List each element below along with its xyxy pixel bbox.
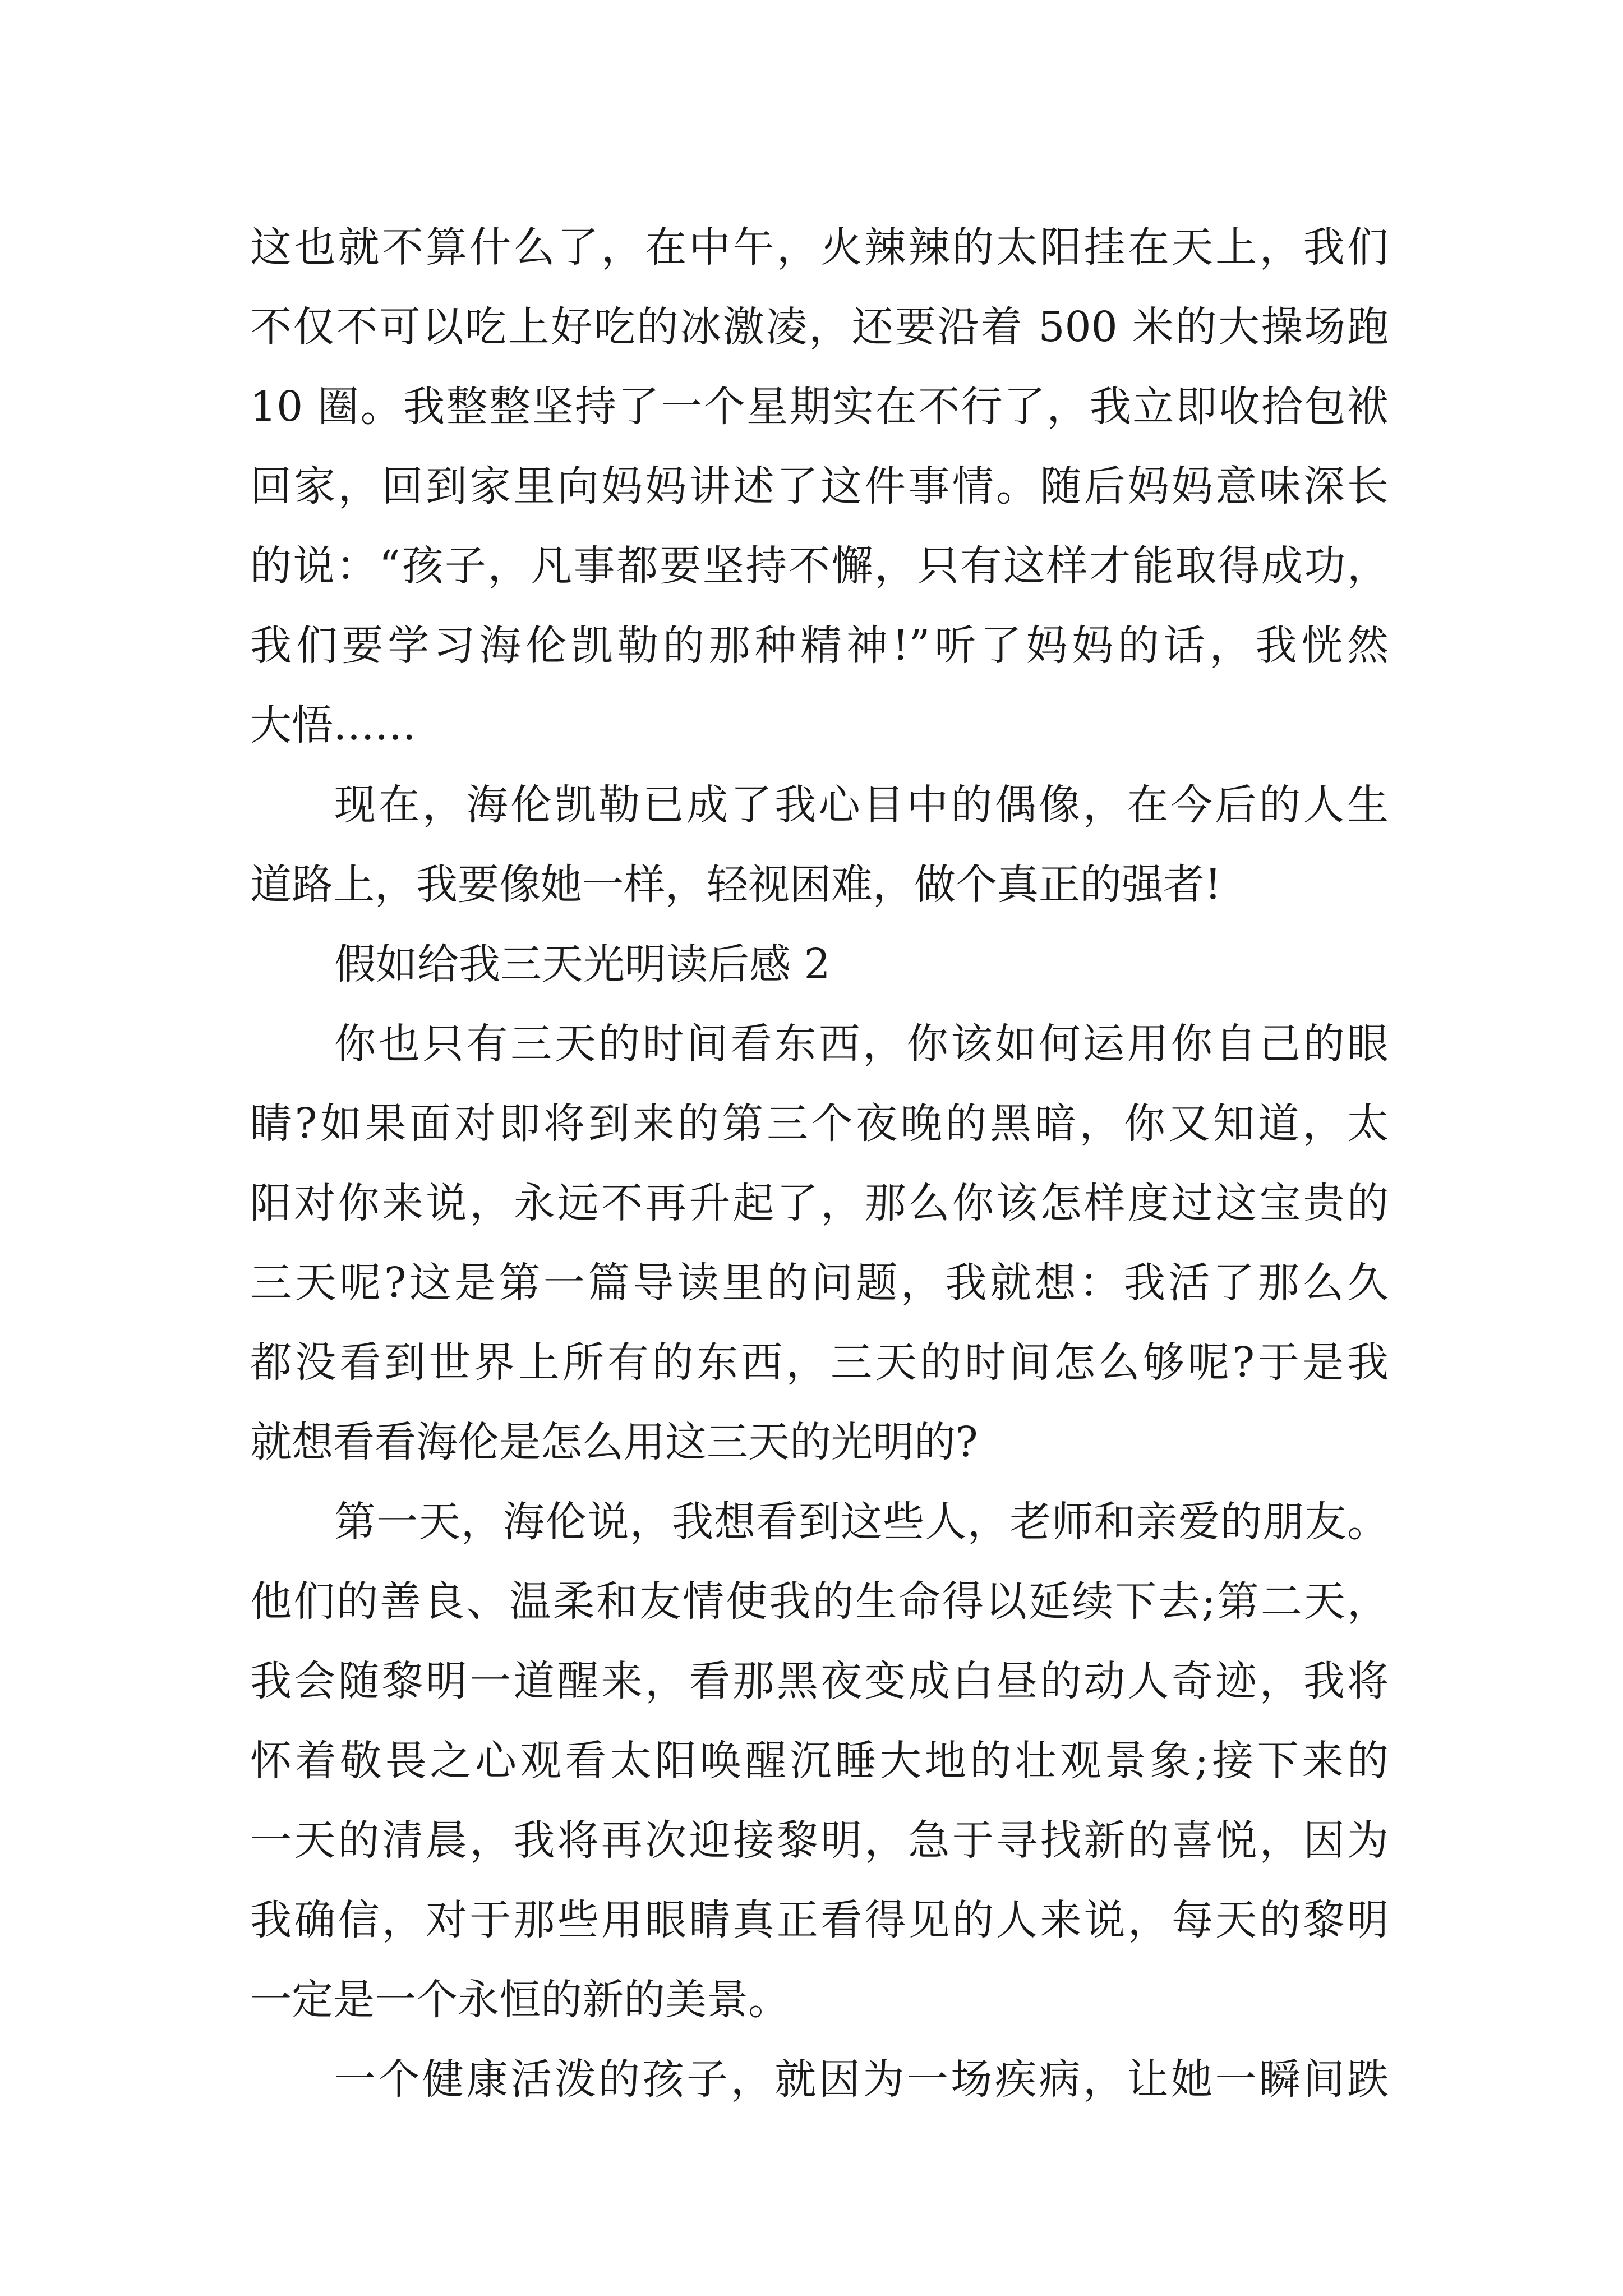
text-line: 阳对你来说，永远不再升起了，那么你该怎样度过这宝贵的 [250,1179,1389,1227]
paragraph-first-line: 现在，海伦凯勒已成了我心目中的偶像，在今后的人生 [334,781,1389,829]
text-line: 睛?如果面对即将到来的第三个夜晚的黑暗，你又知道，太 [250,1099,1389,1148]
text-line: 这也就不算什么了，在中午，火辣辣的太阳挂在天上，我们 [250,223,1389,272]
text-line: 我们要学习海伦凯勒的那种精神!”听了妈妈的话，我恍然 [250,622,1389,670]
section-heading: 假如给我三天光明读后感 2 [334,940,831,988]
text-line: 回家，回到家里向妈妈讲述了这件事情。随后妈妈意味深长 [250,462,1389,510]
text-line: 他们的善良、温柔和友情使我的生命得以延续下去;第二天， [250,1577,1389,1626]
paragraph-first-line: 第一天，海伦说，我想看到这些人，老师和亲爱的朋友。 [334,1498,1389,1546]
text-line: 一天的清晨，我将再次迎接黎明，急于寻找新的喜悦，因为 [250,1816,1389,1865]
paragraph-first-line: 你也只有三天的时间看东西，你该如何运用你自己的眼 [334,1020,1389,1068]
text-line: 我会随黎明一道醒来，看那黑夜变成白昼的动人奇迹，我将 [250,1657,1389,1705]
text-line: 我确信，对于那些用眼睛真正看得见的人来说，每天的黎明 [250,1896,1389,1944]
text-line: 大悟…… [250,701,416,749]
paragraph-first-line: 一个健康活泼的孩子，就因为一场疾病，让她一瞬间跌 [334,2055,1389,2104]
text-line: 10 圈。我整整坚持了一个星期实在不行了，我立即收拾包袱 [250,383,1389,431]
text-line: 三天呢?这是第一篇导读里的问题，我就想：我活了那么久 [250,1259,1389,1307]
text-line: 怀着敬畏之心观看太阳唤醒沉睡大地的壮观景象;接下来的 [250,1737,1389,1785]
text-line: 一定是一个永恒的新的美景。 [250,1976,790,2024]
text-line: 的说：“孩子，凡事都要坚持不懈，只有这样才能取得成功， [250,542,1389,590]
text-line: 就想看看海伦是怎么用这三天的光明的? [250,1418,978,1466]
text-line: 不仅不可以吃上好吃的冰激凌，还要沿着 500 米的大操场跑 [250,303,1389,351]
text-line: 道路上，我要像她一样，轻视困难，做个真正的强者! [250,861,1221,909]
text-line: 都没看到世界上所有的东西，三天的时间怎么够呢?于是我 [250,1338,1389,1387]
document-body [250,208,1389,2119]
